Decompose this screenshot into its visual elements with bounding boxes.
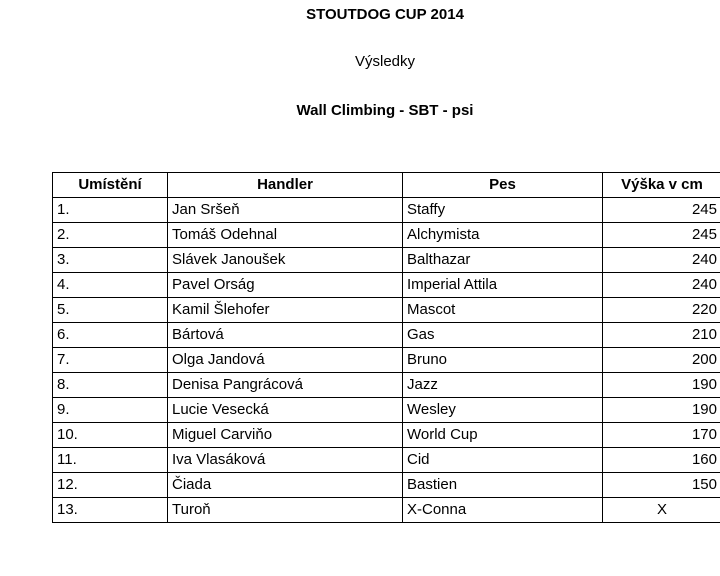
handler-cell: Pavel Orság [168, 273, 403, 298]
height-cell: 190 [603, 398, 720, 423]
placement-cell: 2. [53, 223, 168, 248]
table-row [53, 348, 720, 373]
table-row [53, 473, 720, 498]
handler-cell: Čiada [168, 473, 403, 498]
results-table [52, 172, 720, 523]
height-cell: 220 [603, 298, 720, 323]
height-cell: 240 [603, 248, 720, 273]
table-row [53, 298, 720, 323]
table-row [53, 323, 720, 348]
placement-cell: 9. [53, 398, 168, 423]
height-cell: 210 [603, 323, 720, 348]
header-height: Výška v cm [603, 173, 720, 198]
document-subtitle: Výsledky [354, 53, 416, 70]
handler-cell: Olga Jandová [168, 348, 403, 373]
dog-cell: Alchymista [403, 223, 603, 248]
handler-cell: Denisa Pangrácová [168, 373, 403, 398]
handler-cell: Turoň [168, 498, 403, 523]
handler-cell: Tomáš Odehnal [168, 223, 403, 248]
dog-cell: X-Conna [403, 498, 603, 523]
placement-cell: 13. [53, 498, 168, 523]
dog-cell: Bruno [403, 348, 603, 373]
dog-cell: Gas [403, 323, 603, 348]
table-row [53, 448, 720, 473]
table-row [53, 198, 720, 223]
table-row [53, 498, 720, 523]
height-cell: 200 [603, 348, 720, 373]
placement-cell: 12. [53, 473, 168, 498]
handler-cell: Iva Vlasáková [168, 448, 403, 473]
placement-cell: 3. [53, 248, 168, 273]
header-dog: Pes [403, 173, 603, 198]
handler-cell: Slávek Janoušek [168, 248, 403, 273]
placement-cell: 5. [53, 298, 168, 323]
table-row [53, 223, 720, 248]
height-cell: 245 [603, 198, 720, 223]
placement-cell: 4. [53, 273, 168, 298]
height-cell: 240 [603, 273, 720, 298]
dog-cell: Bastien [403, 473, 603, 498]
dog-cell: World Cup [403, 423, 603, 448]
handler-cell: Lucie Vesecká [168, 398, 403, 423]
table-row [53, 273, 720, 298]
category-heading: Wall Climbing - SBT - psi [296, 102, 474, 119]
placement-cell: 8. [53, 373, 168, 398]
placement-cell: 1. [53, 198, 168, 223]
height-cell: X [603, 498, 720, 523]
placement-cell: 10. [53, 423, 168, 448]
header-handler: Handler [168, 173, 403, 198]
height-cell: 245 [603, 223, 720, 248]
placement-cell: 11. [53, 448, 168, 473]
height-cell: 190 [603, 373, 720, 398]
dog-cell: Balthazar [403, 248, 603, 273]
height-cell: 160 [603, 448, 720, 473]
document-title: STOUTDOG CUP 2014 [306, 6, 464, 23]
placement-cell: 6. [53, 323, 168, 348]
header-placement: Umístění [53, 173, 168, 198]
height-cell: 170 [603, 423, 720, 448]
header-row [53, 173, 720, 198]
table-row [53, 248, 720, 273]
handler-cell: Miguel Carviňo [168, 423, 403, 448]
dog-cell: Jazz [403, 373, 603, 398]
handler-cell: Bártová [168, 323, 403, 348]
placement-cell: 7. [53, 348, 168, 373]
table-row [53, 423, 720, 448]
dog-cell: Staffy [403, 198, 603, 223]
height-cell: 150 [603, 473, 720, 498]
handler-cell: Kamil Šlehofer [168, 298, 403, 323]
table-row [53, 398, 720, 423]
table-row [53, 373, 720, 398]
handler-cell: Jan Sršeň [168, 198, 403, 223]
dog-cell: Cid [403, 448, 603, 473]
dog-cell: Mascot [403, 298, 603, 323]
dog-cell: Wesley [403, 398, 603, 423]
dog-cell: Imperial Attila [403, 273, 603, 298]
